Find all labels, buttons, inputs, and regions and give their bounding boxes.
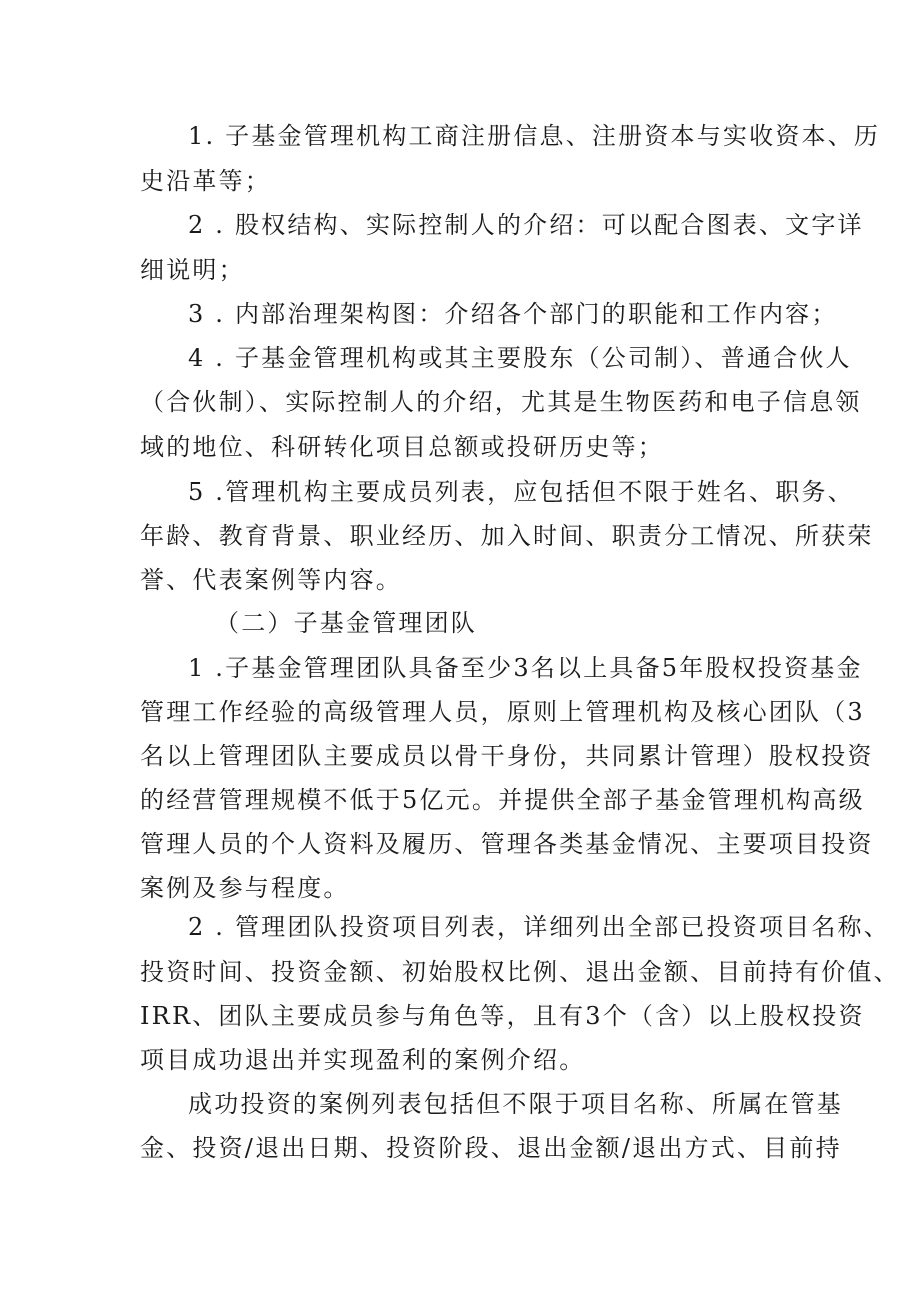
paragraph-2-line-1: 2 . 股权结构、实际控制人的介绍：可以配合图表、文字详 [188,211,864,239]
paragraph-7-line-3: IRR、团队主要成员参与角色等，且有3个（含）以上股权投资 [140,1002,865,1030]
paragraph-4-line-3: 域的地位、科研转化项目总额或投研历史等； [140,433,664,461]
section-heading: （二）子基金管理团队 [215,609,477,637]
paragraph-1-line-2: 史沿革等； [140,167,271,195]
paragraph-8-line-2: 金、投资/退出日期、投资阶段、退出金额/退出方式、目前持 [140,1134,842,1162]
paragraph-5-line-2: 年龄、教育背景、职业经历、加入时间、职责分工情况、所获荣 [140,522,874,550]
paragraph-6-line-6: 案例及参与程度。 [140,874,350,902]
paragraph-6-line-4: 的经营管理规模不低于5亿元。并提供全部子基金管理机构高级 [140,786,865,814]
paragraph-6-line-3: 名以上管理团队主要成员以骨干身份，共同累计管理）股权投资 [140,742,874,770]
paragraph-7-line-2: 投资时间、投资金额、初始股权比例、退出金额、目前持有价值、 [140,958,900,986]
paragraph-6-line-5: 管理人员的个人资料及履历、管理各类基金情况、主要项目投资 [140,830,874,858]
paragraph-4-line-2: （合伙制）、实际控制人的介绍，尤其是生物医药和电子信息领 [140,388,862,416]
paragraph-5-line-3: 誉、代表案例等内容。 [140,566,402,594]
paragraph-2-line-2: 细说明； [140,256,245,284]
paragraph-1-line-1: 1. 子基金管理机构工商注册信息、注册资本与实收资本、历 [188,122,881,150]
paragraph-7-line-4: 项目成功退出并实现盈利的案例介绍。 [140,1046,586,1074]
paragraph-7-line-1: 2 . 管理团队投资项目列表，详细列出全部已投资项目名称、 [188,913,890,941]
paragraph-6-line-1: 1 .子基金管理团队具备至少3名以上具备5年股权投资基金 [188,654,863,682]
paragraph-8-line-1: 成功投资的案例列表包括但不限于项目名称、所属在管基 [188,1090,843,1118]
paragraph-3-line-1: 3 . 内部治理架构图：介绍各个部门的职能和工作内容； [188,300,838,328]
paragraph-6-line-2: 管理工作经验的高级管理人员，原则上管理机构及核心团队（3 [140,698,865,726]
paragraph-4-line-1: 4 . 子基金管理机构或其主要股东（公司制）、普通合伙人 [188,344,852,372]
paragraph-5-line-1: 5 .管理机构主要成员列表，应包括但不限于姓名、职务、 [188,478,854,506]
